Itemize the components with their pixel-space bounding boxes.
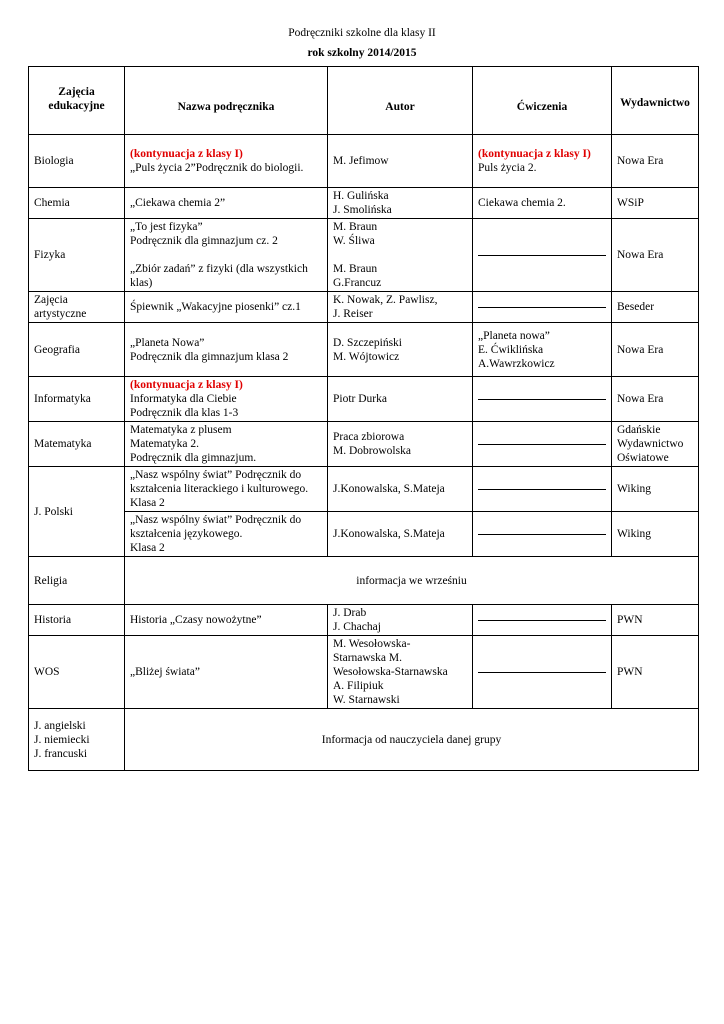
textbook-title: „Nasz wspólny świat” Podręcznik do xyxy=(130,469,302,481)
author-name: M. Dobrowolska xyxy=(333,445,411,457)
empty-line xyxy=(478,444,606,445)
textbook-title: Matematyka 2. xyxy=(130,438,199,450)
author-name: M. Braun xyxy=(333,221,378,233)
table-row xyxy=(29,323,699,377)
publisher-cell: Nowa Era xyxy=(612,323,699,377)
author-name: W. Starnawski xyxy=(333,694,400,706)
info-cell: informacja we wrześniu xyxy=(125,557,699,605)
publisher-cell: PWN xyxy=(612,605,699,636)
author-cell xyxy=(328,323,473,377)
exercises-cell xyxy=(473,135,612,188)
publisher-name: Wydawnictwo xyxy=(617,438,684,450)
textbook-cell: Śpiewnik „Wakacyjne piosenki” cz.1 xyxy=(125,292,328,323)
subject-cell: Informatyka xyxy=(29,377,125,422)
exercises-cell xyxy=(473,292,612,323)
textbook-title: Informatyka dla Ciebie xyxy=(130,393,237,405)
col-author-header: Autor xyxy=(328,67,473,135)
author-name: K. Nowak, Z. Pawlisz, xyxy=(333,294,438,306)
textbook-subtitle: Podręcznik dla gimnazjum. xyxy=(130,452,257,464)
continuation-note: (kontynuacja z klasy I) xyxy=(130,148,243,160)
empty-line xyxy=(478,534,606,535)
publisher-cell: Wiking xyxy=(612,467,699,512)
author-cell xyxy=(328,188,473,219)
author-cell xyxy=(328,636,473,709)
textbook-title: „To jest fizyka” xyxy=(130,221,203,233)
textbook-cell xyxy=(125,135,328,188)
continuation-note: (kontynuacja z klasy I) xyxy=(130,379,243,391)
subject-cell: Geografia xyxy=(29,323,125,377)
table-row xyxy=(29,377,699,422)
publisher-cell: Nowa Era xyxy=(612,219,699,292)
author-name: G.Francuz xyxy=(333,277,382,289)
empty-line xyxy=(478,489,606,490)
author-name: J. Smolińska xyxy=(333,204,392,216)
exercises-cell: Ciekawa chemia 2. xyxy=(473,188,612,219)
textbook-cell xyxy=(125,422,328,467)
textbook-title: „Puls życia 2”Podręcznik do biologii. xyxy=(130,162,304,174)
publisher-cell: Nowa Era xyxy=(612,377,699,422)
textbook-cell xyxy=(125,323,328,377)
exercises-cell xyxy=(473,323,612,377)
author-cell xyxy=(328,422,473,467)
school-year: rok szkolny 2014/2015 xyxy=(307,47,417,59)
textbook-subtitle: Klasa 2 xyxy=(130,542,165,554)
author-name: A. Filipiuk xyxy=(333,680,384,692)
table-row xyxy=(29,467,699,512)
empty-line xyxy=(478,620,606,621)
exercises-cell xyxy=(473,467,612,512)
author-name: Praca zbiorowa xyxy=(333,431,405,443)
textbook-cell: „Bliżej świata” xyxy=(125,636,328,709)
exercises-cell xyxy=(473,422,612,467)
continuation-note: (kontynuacja z klasy I) xyxy=(478,148,591,160)
author-name: H. Gulińska xyxy=(333,190,389,202)
author-cell: Piotr Durka xyxy=(328,377,473,422)
exercises-title: Puls życia 2. xyxy=(478,162,537,174)
publisher-cell xyxy=(612,422,699,467)
table-row xyxy=(29,512,699,557)
publisher-cell: PWN xyxy=(612,636,699,709)
exercises-author: A.Wawrzkowicz xyxy=(478,357,555,370)
empty-line xyxy=(478,255,606,256)
textbook-cell: Historia „Czasy nowożytne” xyxy=(125,605,328,636)
textbook-cell xyxy=(125,467,328,512)
subject-cell: Fizyka xyxy=(29,219,125,292)
author-cell xyxy=(328,219,473,292)
subject-name: J. francuski xyxy=(34,747,88,760)
col-exercises-header: Ćwiczenia xyxy=(473,67,612,135)
empty-line xyxy=(478,307,606,308)
exercises-author: E. Ćwiklińska xyxy=(478,343,544,356)
textbook-table xyxy=(28,66,699,771)
author-name: M. Wójtowicz xyxy=(333,350,400,363)
textbook-title: Matematyka z plusem xyxy=(130,424,232,436)
table-row xyxy=(29,292,699,323)
table-row xyxy=(29,188,699,219)
author-name: J. Chachaj xyxy=(333,621,381,633)
exercises-cell xyxy=(473,377,612,422)
exercises-cell xyxy=(473,512,612,557)
exercises-title: „Planeta nowa” xyxy=(478,329,550,342)
empty-line xyxy=(478,672,606,673)
subject-name: J. niemiecki xyxy=(34,733,90,746)
subject-cell xyxy=(29,709,125,771)
subject-cell: Biologia xyxy=(29,135,125,188)
author-name: D. Szczepiński xyxy=(333,336,402,349)
col-textbook-header: Nazwa podręcznika xyxy=(125,67,328,135)
textbook-subtitle: kształcenia językowego. xyxy=(130,528,243,540)
textbook-subtitle: Podręcznik dla gimnazjum cz. 2 xyxy=(130,235,278,247)
textbook-cell xyxy=(125,512,328,557)
publisher-cell: Wiking xyxy=(612,512,699,557)
textbook-title: „Nasz wspólny świat” Podręcznik do xyxy=(130,514,302,526)
subject-cell: Matematyka xyxy=(29,422,125,467)
table-row xyxy=(29,636,699,709)
empty-line xyxy=(478,399,606,400)
table-row xyxy=(29,605,699,636)
author-name: M. Wesołowska- xyxy=(333,638,411,650)
subject-cell: Chemia xyxy=(29,188,125,219)
author-name: Wesołowska-Starnawska xyxy=(333,666,448,678)
publisher-cell: Beseder xyxy=(612,292,699,323)
textbook-subtitle: Klasa 2 xyxy=(130,497,165,509)
publisher-name: Oświatowe xyxy=(617,452,669,464)
author-cell xyxy=(328,292,473,323)
author-name: J. Reiser xyxy=(333,308,373,320)
textbook-cell xyxy=(125,377,328,422)
info-cell: Informacja od nauczyciela danej grupy xyxy=(125,709,699,771)
subject-cell: Historia xyxy=(29,605,125,636)
exercises-cell xyxy=(473,636,612,709)
textbook-subtitle: Podręcznik dla klas 1-3 xyxy=(130,407,239,419)
publisher-cell: WSiP xyxy=(612,188,699,219)
textbook-cell xyxy=(125,219,328,292)
exercises-cell xyxy=(473,605,612,636)
author-cell: M. Jefimow xyxy=(328,135,473,188)
table-row xyxy=(29,557,699,605)
author-name: M. Braun xyxy=(333,263,378,275)
textbook-subtitle: Podręcznik dla gimnazjum klasa 2 xyxy=(130,350,289,363)
publisher-cell: Nowa Era xyxy=(612,135,699,188)
textbook-title: „Zbiór zadań” z fizyki (dla wszystkich klas) xyxy=(130,263,308,289)
table-row xyxy=(29,135,699,188)
subject-cell: J. Polski xyxy=(29,467,125,557)
textbook-subtitle: kształcenia literackiego i kulturowego. xyxy=(130,483,309,495)
subject-cell: WOS xyxy=(29,636,125,709)
document-title: Podręczniki szkolne dla klasy II xyxy=(288,27,436,39)
table-row xyxy=(29,219,699,292)
table-row xyxy=(29,709,699,771)
textbook-cell: „Ciekawa chemia 2” xyxy=(125,188,328,219)
author-name: J. Drab xyxy=(333,607,367,619)
author-cell xyxy=(328,605,473,636)
author-name: Starnawska M. xyxy=(333,652,402,664)
header-row xyxy=(29,67,699,135)
col-publisher-header: Wydawnictwo xyxy=(612,67,699,135)
textbook-title: „Planeta Nowa” xyxy=(130,336,205,349)
author-cell: J.Konowalska, S.Mateja xyxy=(328,512,473,557)
publisher-name: Gdańskie xyxy=(617,424,661,436)
table-row xyxy=(29,422,699,467)
col-subject-header: Zajęcia edukacyjne xyxy=(29,67,125,135)
subject-cell: Religia xyxy=(29,557,125,605)
exercises-cell xyxy=(473,219,612,292)
author-cell: J.Konowalska, S.Mateja xyxy=(328,467,473,512)
subject-name: J. angielski xyxy=(34,719,86,732)
subject-cell: Zajęcia artystyczne xyxy=(29,292,125,323)
author-name: W. Śliwa xyxy=(333,235,375,247)
